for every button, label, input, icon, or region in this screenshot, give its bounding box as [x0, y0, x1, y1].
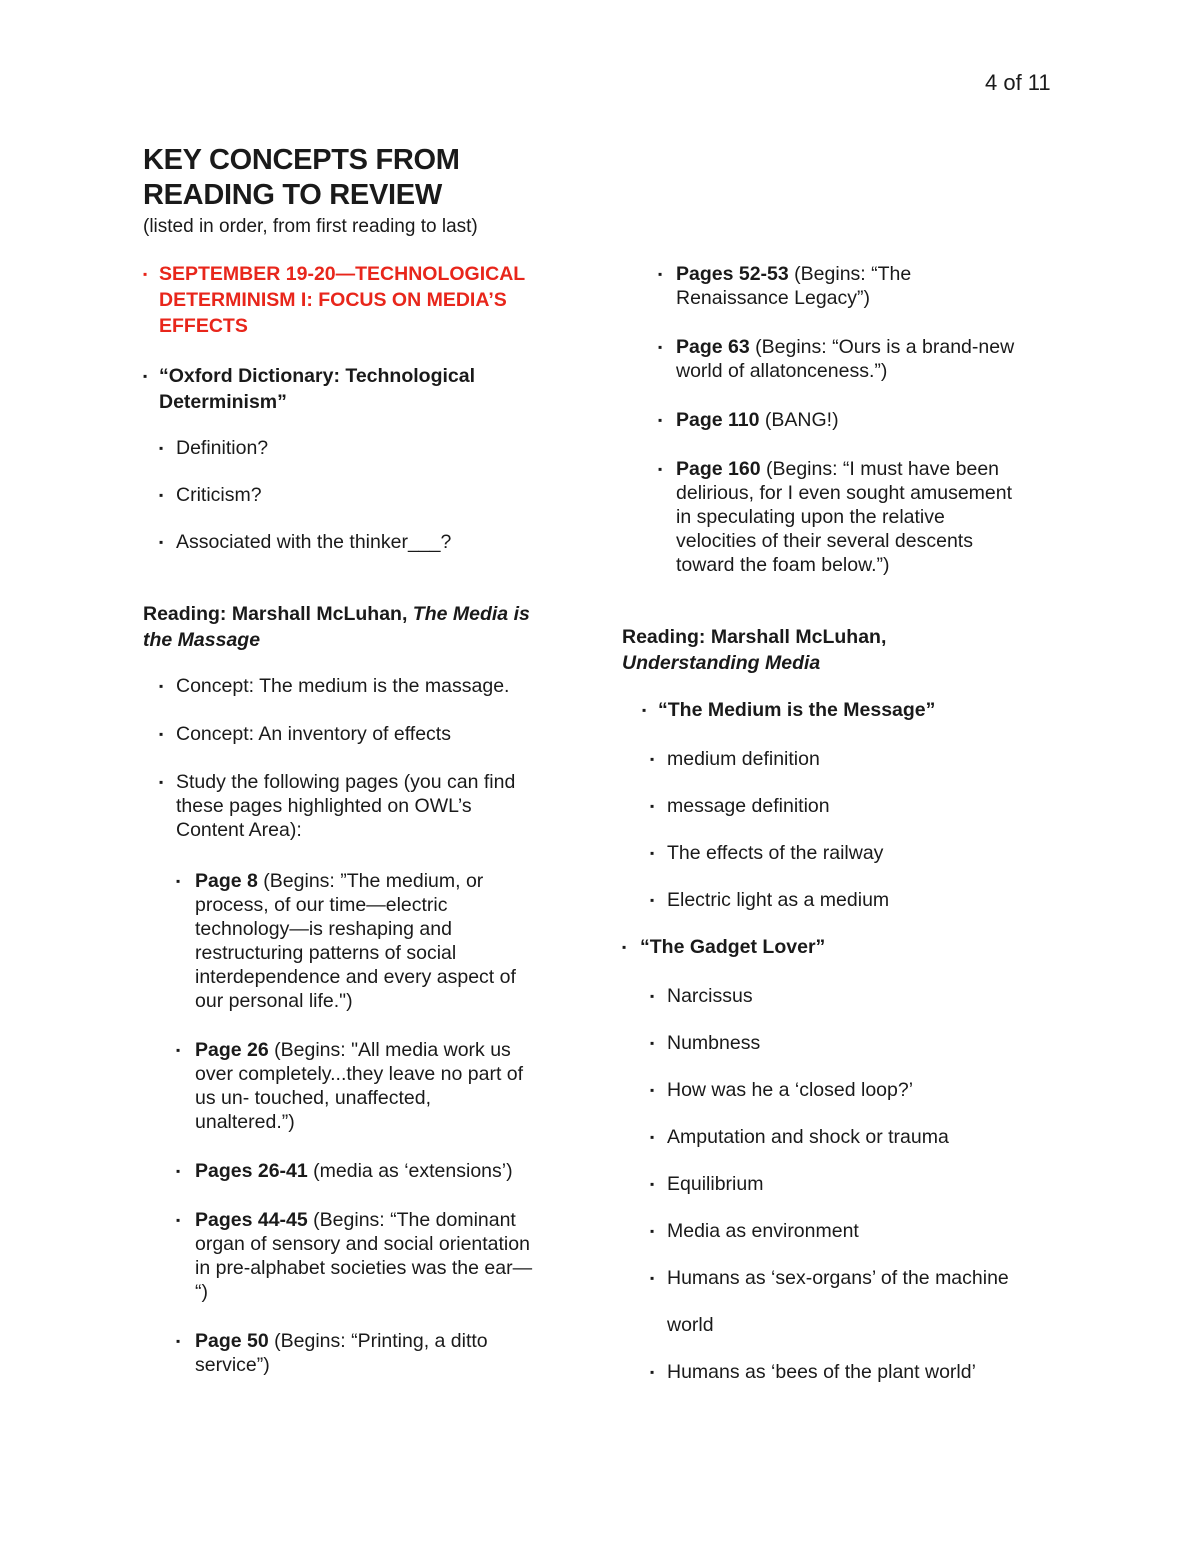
document-subtitle: (listed in order, from first reading to last): [143, 216, 478, 237]
list-item: ▪ Criticism?: [159, 484, 262, 506]
bullet-icon: ▪: [658, 267, 663, 281]
page-number: 4 of 11: [985, 70, 1051, 95]
bullet-icon: ▪: [658, 340, 663, 354]
bullet-icon: ▪: [642, 703, 647, 717]
list-item: ▪ Electric light as a medium: [650, 889, 890, 911]
document-title: KEY CONCEPTS FROM READING TO REVIEW: [143, 144, 460, 211]
bullet-icon: ▪: [650, 989, 655, 1003]
list-item: ▪ Humans as ‘bees of the plant world’: [650, 1361, 976, 1383]
list-item: ▪ Amputation and shock or trauma: [650, 1126, 949, 1148]
bullet-icon: ▪: [176, 1043, 181, 1057]
bullet-icon: ▪: [658, 413, 663, 427]
bullet-icon: ▪: [650, 1271, 655, 1285]
list-item: ▪ message definition: [650, 795, 830, 817]
list-item: ▪ medium definition: [650, 748, 820, 770]
bullet-icon: ▪: [176, 1213, 181, 1227]
page-reference: ▪ Pages 26-41 (media as ‘extensions’): [176, 1160, 513, 1182]
list-item: ▪ Concept: The medium is the massage.: [159, 675, 510, 697]
bullet-icon: ▪: [650, 752, 655, 766]
bullet-icon: ▪: [650, 846, 655, 860]
page-reference: ▪ Pages 44-45 (Begins: “The dominant organ of sensory and social orientation in pre-alphabet societies was the ear— “): [176, 1209, 533, 1303]
page-reference: ▪ Page 50 (Begins: “Printing, a ditto service”): [176, 1330, 488, 1376]
bullet-icon: ▪: [176, 1334, 181, 1348]
bullet-icon: ▪: [159, 727, 164, 741]
list-item: ▪ Concept: An inventory of effects: [159, 723, 451, 745]
right-column: [622, 262, 1072, 1384]
bullet-icon: ▪: [159, 679, 164, 693]
bullet-icon: ▪: [650, 1365, 655, 1379]
gadget-lover-heading: ▪ “The Gadget Lover”: [622, 936, 826, 958]
bullet-icon: ▪: [622, 940, 627, 954]
oxford-dictionary-heading: ▪ “Oxford Dictionary: Technological Determinism”: [143, 365, 476, 413]
list-item: ▪ Humans as ‘sex-organs’ of the machine: [650, 1267, 1009, 1289]
bullet-icon: ▪: [176, 1164, 181, 1178]
list-item: ▪ Equilibrium: [650, 1173, 764, 1195]
reading-heading-understanding-media: Reading: Marshall McLuhan, Understanding Media: [622, 626, 887, 674]
bullet-icon: ▪: [650, 1130, 655, 1144]
bullet-icon: ▪: [650, 1036, 655, 1050]
list-item: ▪ Narcissus: [650, 985, 753, 1007]
bullet-icon: ▪: [159, 488, 164, 502]
page-reference: ▪ Page 26 (Begins: "All media work us over completely...they leave no part of us un- touched, unaffected, unaltered.”): [176, 1039, 524, 1133]
bullet-icon: ▪: [176, 874, 181, 888]
section-heading-september: ▪ SEPTEMBER 19-20—TECHNOLOGICAL DETERMINISM I: FOCUS ON MEDIA’S EFFECTS: [143, 263, 526, 337]
page-reference: ▪ Page 8 (Begins: ”The medium, or process, of our time—electric technology—is reshaping and restructuring patterns of social interdependence and every aspect of our personal life."): [176, 870, 516, 1012]
list-item: ▪ Definition?: [159, 437, 269, 459]
bullet-icon: ▪: [650, 799, 655, 813]
list-item: ▪ Numbness: [650, 1032, 761, 1054]
bullet-icon: ▪: [650, 893, 655, 907]
bullet-icon: ▪: [159, 441, 164, 455]
page-reference: ▪ Page 110 (BANG!): [658, 409, 839, 431]
list-item: ▪ Media as environment: [650, 1220, 859, 1242]
bullet-icon: ▪: [650, 1083, 655, 1097]
bullet-icon: ▪: [143, 267, 148, 281]
bullet-icon: ▪: [650, 1177, 655, 1191]
bullet-icon: ▪: [650, 1224, 655, 1238]
list-item: ▪ Study the following pages (you can find these pages highlighted on OWL’s Content Area):: [159, 771, 516, 841]
left-column: [143, 143, 588, 1377]
list-item: ▪ Associated with the thinker___?: [159, 531, 452, 553]
list-item-continuation: world: [667, 1314, 714, 1336]
page-reference: ▪ Pages 52-53 (Begins: “The Renaissance Legacy”): [658, 263, 912, 309]
bullet-icon: ▪: [143, 369, 148, 383]
bullet-icon: ▪: [159, 535, 164, 549]
page-reference: ▪ Page 160 (Begins: “I must have been delirious, for I even sought amusement in speculating upon the relative velocities of their several descents toward the foam below.”): [658, 458, 1013, 576]
page-reference: ▪ Page 63 (Begins: “Ours is a brand-new world of allatonceness.”): [658, 336, 1015, 382]
list-item: ▪ The effects of the railway: [650, 842, 884, 864]
bullet-icon: ▪: [159, 775, 164, 789]
reading-heading-media-is-the-massage: Reading: Marshall McLuhan, The Media is the Massage: [143, 603, 530, 651]
list-item: ▪ How was he a ‘closed loop?’: [650, 1079, 914, 1101]
bullet-icon: ▪: [658, 462, 663, 476]
medium-is-the-message-heading: ▪ “The Medium is the Message”: [642, 699, 936, 721]
